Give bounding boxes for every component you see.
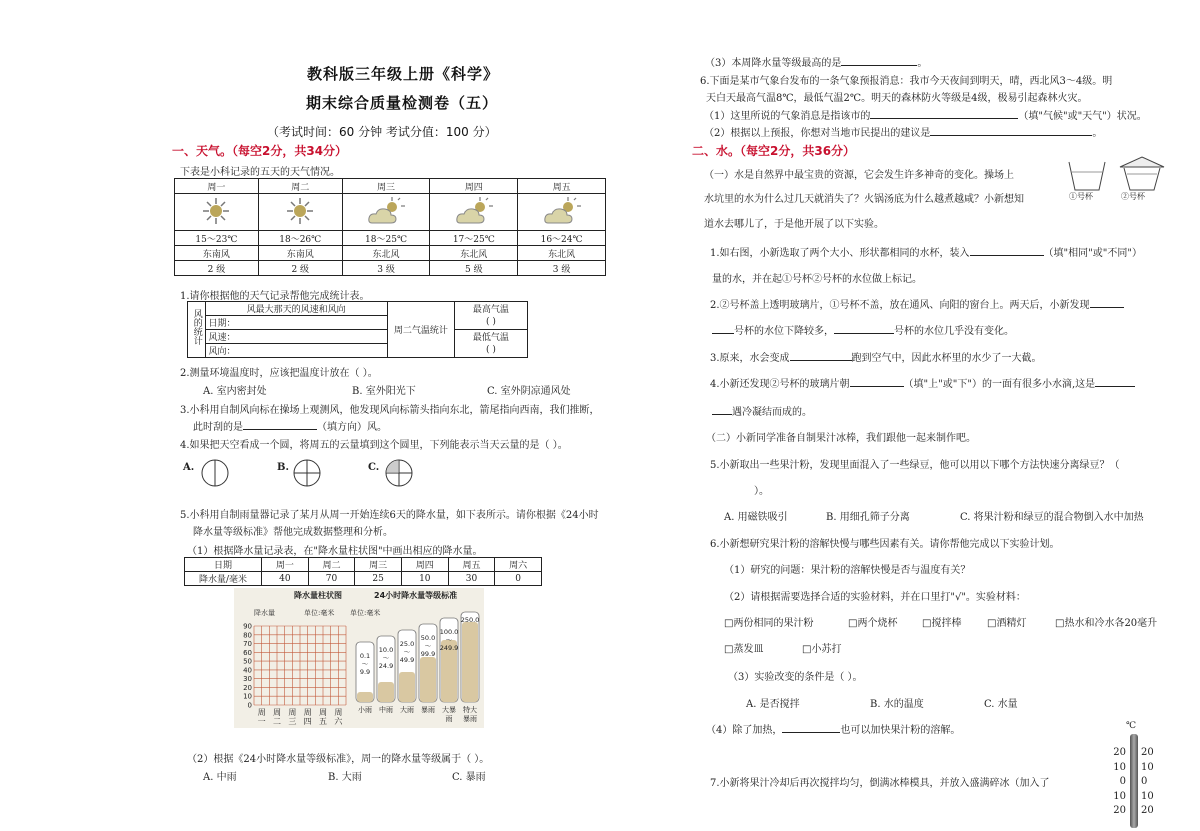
weather-days-row <box>175 179 606 194</box>
w5-option-b[interactable]: B. 用细孔筛子分离 <box>826 512 910 523</box>
question-5-line1: 5.小科用自制雨量器记录了某月从周一开始连续6天的降水量，如下表所示。请你根据《24小时 <box>180 510 599 521</box>
weather-icons-row <box>175 194 606 231</box>
range-max-label: 99.9 <box>420 650 436 658</box>
wind-cell: 东南风 <box>258 246 342 261</box>
exam-info: （考试时间：60 分钟 考试分值：100 分） <box>267 125 497 139</box>
bar-chart-title: 降水量柱状图 <box>294 591 342 600</box>
y-tick-label: 0 <box>247 701 252 710</box>
w3-answer-blank[interactable] <box>790 350 852 361</box>
x-tick-label: 周 <box>288 708 297 717</box>
weather-winds-row <box>175 246 606 261</box>
rainfall-bar-chart[interactable] <box>234 588 484 730</box>
range-sep-label: ～ <box>361 660 369 668</box>
w6-3-option-c[interactable]: C. 水量 <box>984 699 1018 710</box>
level-cell: 2 级 <box>175 261 259 276</box>
sun-icon <box>196 195 236 227</box>
level-label: 中雨 <box>379 706 393 714</box>
cloud-circle-c-icon[interactable] <box>384 458 414 488</box>
wind-cell: 东北风 <box>518 246 606 261</box>
level-cell: 3 级 <box>518 261 606 276</box>
range-sep-label: ～ <box>403 648 411 656</box>
x-tick-label: 周 <box>319 708 327 717</box>
range-max-label: 49.9 <box>399 656 415 664</box>
x-tick-label: 六 <box>334 717 343 726</box>
range-sep-label: ～ <box>382 654 390 662</box>
water-q2-line1: 2.②号杯盖上透明玻璃片，①号杯不盖，放在通风、向阳的窗台上。两天后，小新发现 <box>710 296 1124 311</box>
range-max-label: 249.9 <box>439 644 459 652</box>
w6-3-option-a[interactable]: A. 是否搅拌 <box>746 699 800 710</box>
weather-levels-row <box>175 261 606 276</box>
water-q7: 7.小新将果汁冷却后再次搅拌均匀，倒满冰棒模具，并放入盛满碎冰（加入了 <box>710 778 1050 789</box>
q2-option-c[interactable]: C. 室外阴凉通风处 <box>487 386 571 397</box>
w4-answer-blank-1[interactable] <box>850 376 904 387</box>
rain-gauge-water <box>357 692 373 702</box>
cloud-circle-a-icon[interactable] <box>200 458 230 488</box>
water-part-2: （二）小新同学准备自制果汁冰棒，我们跟他一起来制作吧。 <box>706 433 976 444</box>
question-6-line2: 天白天最高气温8℃，最低气温2℃。明天的森林防火等级是4级，极易引起森林火灾。 <box>706 93 1088 104</box>
min-temp-blank[interactable]: ( ) <box>485 344 496 355</box>
y-tick-label: 20 <box>243 683 252 692</box>
bar-chart-unit: 单位:毫米 <box>304 609 335 617</box>
stat-direction-field[interactable]: 风向： <box>205 344 387 358</box>
level-cell: 2 级 <box>258 261 342 276</box>
range-max-label: 9.9 <box>359 668 371 676</box>
day-cell: 周一 <box>175 179 259 194</box>
question-3-line2: 此时刮的是 （填方向）风。 <box>193 418 387 433</box>
x-tick-label: 周 <box>303 708 312 717</box>
range-min-label: 0.1 <box>359 652 371 660</box>
day-cell: 周五 <box>518 179 606 194</box>
q4-option-b[interactable]: B. <box>277 462 289 473</box>
water-intro-line1: （一）水是自然界中最宝贵的资源，它会发生许多神奇的变化。操场上 <box>704 170 1014 181</box>
wind-cell: 东南风 <box>175 246 259 261</box>
x-tick-label: 一 <box>257 717 266 726</box>
stat-row-head: 风最大那天的风速和风向 <box>205 302 387 316</box>
level-label: 大雨 <box>400 706 414 714</box>
range-max-label: 24.9 <box>378 662 394 670</box>
range-min-label: 250.0 <box>460 616 480 624</box>
range-min-label: 10.0 <box>378 646 394 654</box>
w5-option-c[interactable]: C. 将果汁粉和绿豆的混合物倒入水中加热 <box>960 512 1144 523</box>
x-tick-label: 周 <box>334 708 343 717</box>
level-cell: 3 级 <box>342 261 430 276</box>
water-q1-line1: 1.如右图，小新选取了两个大小、形状都相同的水杯，装入 （填"相同"或"不同"） <box>710 244 1142 259</box>
y-tick-label: 90 <box>243 622 252 631</box>
temp-cell: 16～24℃ <box>518 231 606 246</box>
cloud-circle-b-icon[interactable] <box>292 458 322 488</box>
question-5-line2: 降水量等级标准》帮他完成数据整理和分析。 <box>193 527 393 538</box>
question-2: 2.测量环境温度时，应该把温度计放在（ ）。 <box>180 368 378 379</box>
rain-table-row: 降水量/毫米 40 70 25 10 30 0 <box>185 572 542 586</box>
partly-cloudy-icon <box>540 195 584 227</box>
range-min-label: 50.0 <box>420 634 436 642</box>
stat-speed-field[interactable]: 风速： <box>205 330 387 344</box>
level-label: 大暴 <box>442 706 456 714</box>
wind-stat-label: 风的统计 <box>188 302 206 358</box>
w2-answer-blank-2[interactable] <box>712 323 734 334</box>
water-q4-line2: 遇冷凝结而成的。 <box>712 403 812 418</box>
stat-table <box>187 301 528 358</box>
question-6-1: （1）这里所说的气象消息是指该市的 （填"气候"或"天气"）状况。 <box>704 107 1147 122</box>
y-tick-label: 50 <box>243 657 252 666</box>
temp-cell: 15～23℃ <box>175 231 259 246</box>
material-baking-soda[interactable]: □小苏打 <box>802 644 842 655</box>
question-5-3: （3）本周降水量等级最高的是 。 <box>705 54 927 69</box>
material-evaporating-dish[interactable]: □蒸发皿 <box>724 644 764 655</box>
water-q6-1: （1）研究的问题：果汁粉的溶解快慢是否与温度有关？ <box>724 565 971 576</box>
cup-2-label: ②号杯 <box>1121 192 1145 201</box>
level-cell: 5 级 <box>430 261 518 276</box>
water-q5-close: ）。 <box>754 486 769 497</box>
w4-answer-blank-3[interactable] <box>712 404 732 415</box>
material-beakers[interactable]: □两个烧杯 <box>848 618 898 629</box>
q3-answer-blank[interactable] <box>243 419 317 430</box>
question-5-1: （1）根据降水量记录表，在"降水量柱状图"中画出相应的降水量。 <box>187 546 483 557</box>
thermometer-right-scale: 20 10 0 10 20 <box>1141 747 1154 816</box>
w2-answer-blank-3[interactable] <box>834 323 894 334</box>
material-stir-rod[interactable]: □搅拌棒 <box>922 618 962 629</box>
temp-cell: 18～26℃ <box>258 231 342 246</box>
x-tick-label: 周 <box>273 708 281 717</box>
weather-table <box>174 178 606 276</box>
page-title: 教科版三年级上册《科学》 <box>307 65 500 83</box>
q5-2-option-b[interactable]: B. 大雨 <box>328 772 362 783</box>
x-tick-label: 三 <box>288 717 297 726</box>
thermometer-icon <box>1130 734 1138 828</box>
range-sep-label: ～ <box>424 642 432 650</box>
range-sep-label: ～ <box>445 636 453 644</box>
question-1: 1.请你根据他的天气记录帮他完成统计表。 <box>180 291 370 302</box>
range-min-label: 25.0 <box>399 640 415 648</box>
wind-cell: 东北风 <box>430 246 518 261</box>
range-min-label: 100.0 <box>439 628 459 636</box>
day-cell: 周三 <box>342 179 430 194</box>
w6-3-option-b[interactable]: B. 水的温度 <box>870 699 924 710</box>
cup-1-label: ①号杯 <box>1069 192 1093 201</box>
water-q1-line2: 量的水，并在起①号杯②号杯的水位做上标记。 <box>712 274 922 285</box>
material-hot-cold-water[interactable]: □热水和冷水各20毫升 <box>1055 618 1158 629</box>
water-q4-line1: 4.小新还发现②号杯的玻璃片朝 （填"上"或"下"）的一面有很多小水滴,这是 <box>710 375 1135 390</box>
water-q5: 5.小新取出一些果汁粉，发现里面混入了一些绿豆，他可以用以下哪个方法快速分离绿豆？（ <box>710 460 1120 471</box>
rain-table-head: 日期 周一 周二 周三 周四 周五 周六 <box>185 558 542 572</box>
weather-intro: 下表是小科记录的五天的天气情况。 <box>180 167 340 178</box>
standard-chart-unit: 单位:毫米 <box>350 609 381 617</box>
w2-answer-blank-1[interactable] <box>1090 297 1124 308</box>
page-subtitle: 期末综合质量检测卷（五） <box>306 94 499 112</box>
y-tick-label: 70 <box>243 640 252 649</box>
level-label: 小雨 <box>358 706 372 714</box>
q4-option-a[interactable]: A. <box>183 462 195 473</box>
question-6-2: （2）根据以上预报，你想对当地市民提出的建议是 。 <box>704 124 1102 139</box>
temp-cell: 18～25℃ <box>342 231 430 246</box>
material-juice-powder[interactable]: □两份相同的果汁粉 <box>724 618 814 629</box>
rain-gauge-water <box>420 657 436 702</box>
y-tick-label: 80 <box>243 631 252 640</box>
w5-option-a[interactable]: A. 用磁铁吸引 <box>724 512 788 523</box>
water-q6-3: （3）实验改变的条件是（ ）。 <box>728 672 863 683</box>
rain-table <box>184 557 542 586</box>
water-q2-line2: 号杯的水位下降较多， 号杯的水位几乎没有变化。 <box>712 322 1014 337</box>
level-label: 特大 <box>463 706 477 714</box>
water-intro-line3: 道水去哪儿了，于是他开展了以下实验。 <box>704 219 884 230</box>
weather-temps-row <box>175 231 606 246</box>
rain-gauge-water <box>399 672 415 702</box>
water-intro-line2: 水坑里的水为什么过几天就消失了？火锅汤底为什么越煮越咸？小新想知 <box>704 194 1024 205</box>
water-q6-2: （2）请根据需要选择合适的实验材料，并在口里打"√"。实验材料： <box>724 592 1026 603</box>
x-tick-label: 四 <box>303 717 312 726</box>
x-tick-label: 二 <box>273 717 281 726</box>
day-cell: 周二 <box>258 179 342 194</box>
material-alcohol-lamp[interactable]: □酒精灯 <box>987 618 1027 629</box>
rain-gauge-water <box>378 682 394 702</box>
rain-gauge-water <box>462 622 478 702</box>
level-label: 暴雨 <box>463 715 477 723</box>
q6-2-answer-blank[interactable] <box>930 125 1092 136</box>
question-3-line1: 3.小科用自制风向标在操场上观测风，他发现风向标箭头指向东北，箭尾指向西南，我们推断， <box>180 405 600 416</box>
water-q3: 3.原来，水会变成 跑到空气中，因此水杯里的水少了一大截。 <box>710 349 1042 364</box>
stat-date-field[interactable]: 日期： <box>205 316 387 330</box>
y-tick-label: 10 <box>243 692 252 701</box>
max-temp-blank[interactable]: ( ) <box>485 316 496 327</box>
temp-cell: 17～25℃ <box>430 231 518 246</box>
q2-option-a[interactable]: A. 室内密封处 <box>203 386 267 397</box>
x-tick-label: 五 <box>319 717 327 726</box>
question-5-2: （2）根据《24小时降水量等级标准》，周一的降水量等级属于（ ）。 <box>187 754 490 765</box>
day-cell: 周四 <box>430 179 518 194</box>
y-tick-label: 30 <box>243 675 252 684</box>
min-temp-label: 最低气温 <box>472 332 509 343</box>
q6-1-answer-blank[interactable] <box>870 108 1018 119</box>
w4-answer-blank-2[interactable] <box>1095 376 1135 387</box>
y-tick-label: 60 <box>243 648 252 657</box>
thermometer-unit: ℃ <box>1126 721 1137 731</box>
thermometer-left-scale: 20 10 0 10 20 <box>1113 747 1126 816</box>
q4-option-c[interactable]: C. <box>368 462 380 473</box>
standard-chart-title: 24小时降水量等级标准 <box>374 591 458 600</box>
y-axis-label: 降水量 <box>254 609 275 617</box>
sun-icon <box>280 195 320 227</box>
water-q6: 6.小新想研究果汁粉的溶解快慢与哪些因素有关。请你帮他完成以下实验计划。 <box>710 539 1060 550</box>
water-q6-4: （4）除了加热， 也可以加快果汁粉的溶解。 <box>706 721 960 736</box>
level-label: 暴雨 <box>421 706 435 714</box>
w6-4-answer-blank[interactable] <box>782 722 840 733</box>
temp-stat-label: 周二气温统计 <box>387 302 454 358</box>
y-tick-label: 40 <box>243 666 252 675</box>
question-4: 4.如果把天空看成一个圆，将周五的云量填到这个圆里，下列能表示当天云量的是（ ）。 <box>180 440 568 451</box>
partly-cloudy-icon <box>364 195 408 227</box>
max-temp-label: 最高气温 <box>472 304 509 315</box>
q5-2-option-a[interactable]: A. 中雨 <box>203 772 237 783</box>
q5-3-answer-blank[interactable] <box>841 55 917 66</box>
question-6-line1: 6.下面是某市气象台发布的一条气象预报消息：我市今天夜间到明天，晴，西北风3～4级。明 <box>700 76 1113 87</box>
q2-option-b[interactable]: B. 室外阳光下 <box>352 386 416 397</box>
section-1-heading: 一、天气。（每空2分，共34分） <box>172 144 348 158</box>
wind-cell: 东北风 <box>342 246 430 261</box>
partly-cloudy-icon <box>452 195 496 227</box>
w1-answer-blank[interactable] <box>970 245 1044 256</box>
section-2-heading: 二、水。（每空2分，共36分） <box>692 144 856 158</box>
x-tick-label: 周 <box>257 708 266 717</box>
q5-2-option-c[interactable]: C. 暴雨 <box>452 772 486 783</box>
level-label: 雨 <box>445 715 453 723</box>
